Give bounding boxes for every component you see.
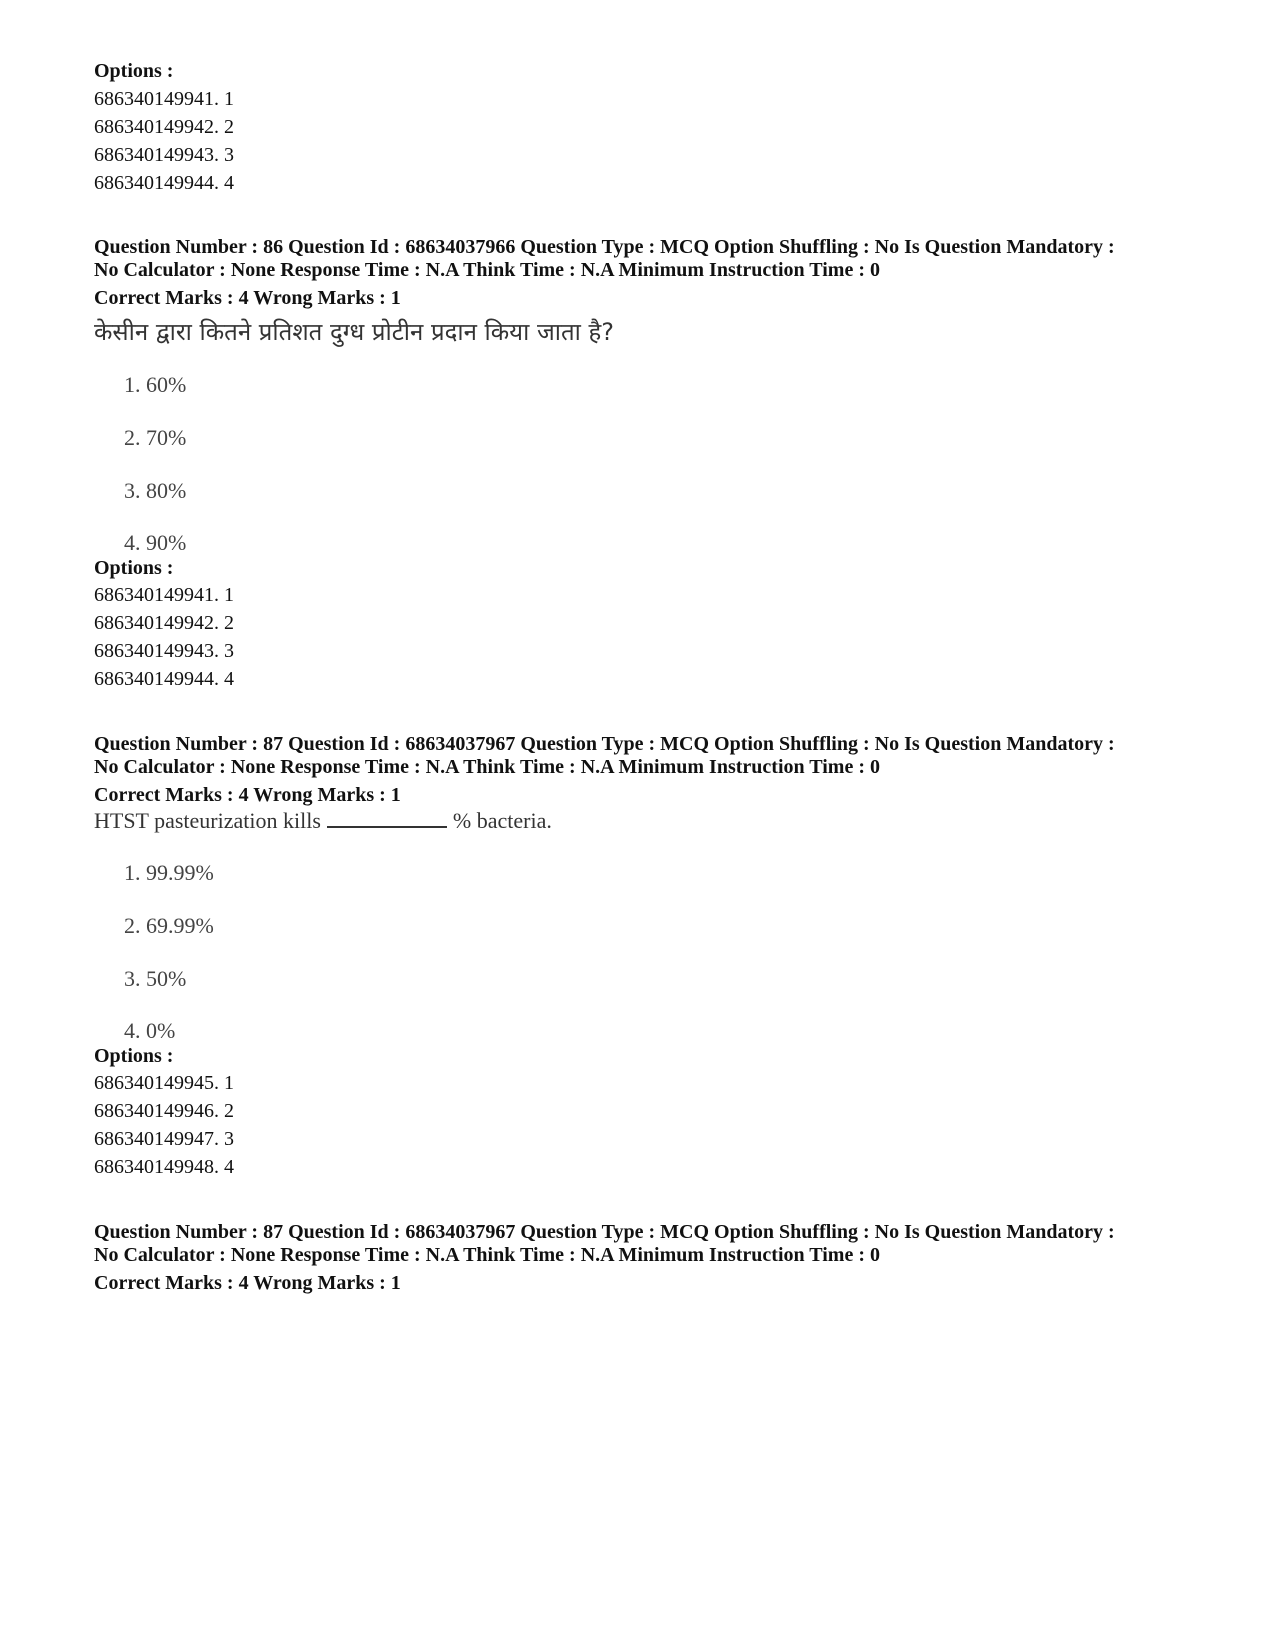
option-line: 686340149941. 1 xyxy=(94,584,234,606)
option-line: 686340149941. 1 xyxy=(94,88,234,110)
option-line: 686340149942. 2 xyxy=(94,612,234,634)
option-line: 686340149945. 1 xyxy=(94,1072,234,1094)
question-text: केसीन द्वारा कितने प्रतिशत दुग्ध प्रोटीन प्रदान किया जाता है? xyxy=(94,318,614,346)
question-meta-line: Question Number : 87 Question Id : 68634037967 Question Type : MCQ Option Shuffling : No Is Question Mandatory : xyxy=(94,733,1115,755)
question-meta-line: No Calculator : None Response Time : N.A Think Time : N.A Minimum Instruction Time : 0 xyxy=(94,756,880,778)
option-line: 686340149948. 4 xyxy=(94,1156,234,1178)
marks-line: Correct Marks : 4 Wrong Marks : 1 xyxy=(94,287,401,309)
options-heading: Options : xyxy=(94,60,174,82)
option-line: 686340149943. 3 xyxy=(94,640,234,662)
options-heading: Options : xyxy=(94,557,174,579)
answer-choice: 3. 50% xyxy=(124,966,187,991)
option-line: 686340149947. 3 xyxy=(94,1128,234,1150)
question-meta-line: Question Number : 86 Question Id : 68634037966 Question Type : MCQ Option Shuffling : No Is Question Mandatory : xyxy=(94,236,1115,258)
question-meta-line: Question Number : 87 Question Id : 68634037967 Question Type : MCQ Option Shuffling : No Is Question Mandatory : xyxy=(94,1221,1115,1243)
answer-choice: 3. 80% xyxy=(124,478,187,503)
answer-choice: 4. 0% xyxy=(124,1018,176,1043)
question-text-before-blank: HTST pasteurization kills xyxy=(94,808,321,833)
option-line: 686340149944. 4 xyxy=(94,172,234,194)
marks-line: Correct Marks : 4 Wrong Marks : 1 xyxy=(94,1272,401,1294)
fill-in-blank xyxy=(327,808,447,828)
option-line: 686340149943. 3 xyxy=(94,144,234,166)
question-meta-line: No Calculator : None Response Time : N.A Think Time : N.A Minimum Instruction Time : 0 xyxy=(94,1244,880,1266)
answer-choice: 2. 70% xyxy=(124,425,187,450)
answer-choice: 4. 90% xyxy=(124,530,187,555)
option-line: 686340149944. 4 xyxy=(94,668,234,690)
question-text-after-blank: % bacteria. xyxy=(452,808,552,833)
option-line: 686340149946. 2 xyxy=(94,1100,234,1122)
answer-choice: 1. 99.99% xyxy=(124,860,214,885)
option-line: 686340149942. 2 xyxy=(94,116,234,138)
options-heading: Options : xyxy=(94,1045,174,1067)
answer-choice: 2. 69.99% xyxy=(124,913,214,938)
question-text xyxy=(94,807,1204,835)
marks-line: Correct Marks : 4 Wrong Marks : 1 xyxy=(94,784,401,806)
answer-choice: 1. 60% xyxy=(124,372,187,397)
question-meta-line: No Calculator : None Response Time : N.A Think Time : N.A Minimum Instruction Time : 0 xyxy=(94,259,880,281)
